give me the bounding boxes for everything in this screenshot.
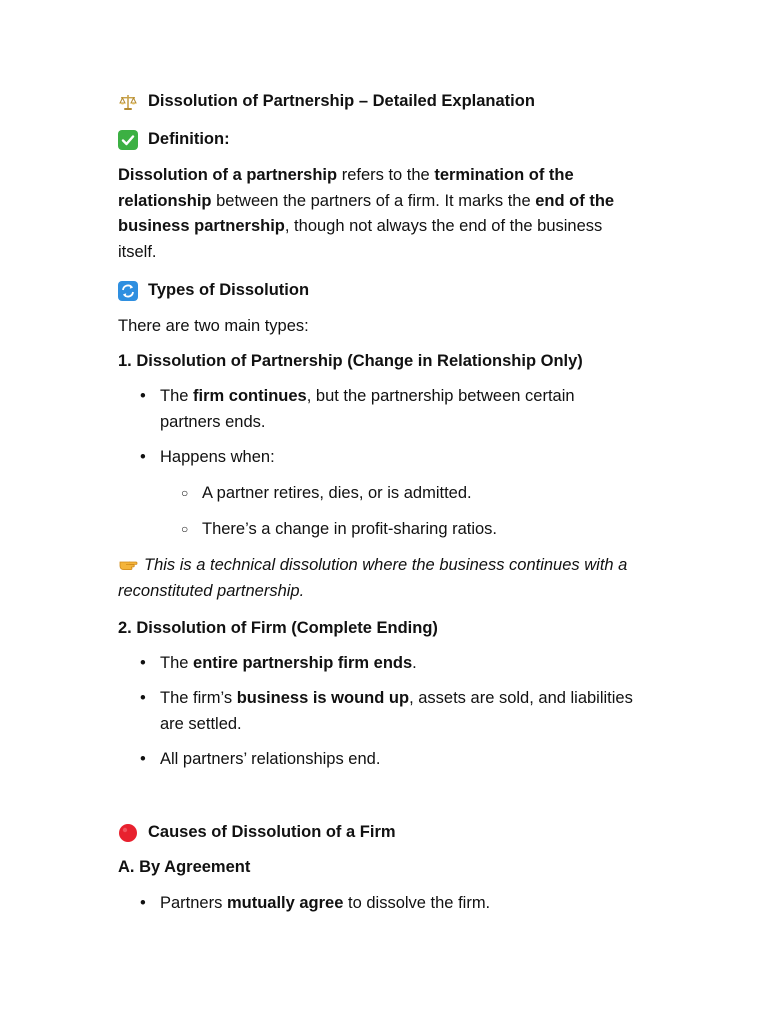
sub-bullet-text: A partner retires, dies, or is admitted. bbox=[202, 484, 472, 502]
types-intro: There are two main types: bbox=[118, 317, 309, 335]
types-heading bbox=[118, 278, 638, 304]
causes-heading-text: Causes of Dissolution of a Firm bbox=[148, 823, 396, 841]
red-circle-icon bbox=[118, 823, 138, 843]
definition-heading-text: Definition: bbox=[148, 130, 230, 148]
type1-heading: 1. Dissolution of Partnership (Change in Relationship Only) bbox=[118, 352, 583, 370]
pointing-hand-icon bbox=[118, 554, 138, 574]
bullet-icon: • bbox=[140, 448, 146, 466]
definition-text-3: , though not always the end of the business itself. bbox=[118, 217, 603, 261]
definition-text-1: refers to the bbox=[337, 166, 435, 184]
bullet-text-bold: firm continues bbox=[193, 387, 307, 405]
bullet-text-pre: The bbox=[160, 654, 194, 672]
bullet-text bbox=[160, 651, 638, 677]
bullet-text-pre: The firm’s bbox=[160, 689, 237, 707]
bullet-text-post: to dissolve the firm. bbox=[343, 894, 491, 912]
bullet-text-pre: The bbox=[160, 387, 194, 405]
bullet-text-bold: business is wound up bbox=[236, 689, 410, 707]
types-heading-text: Types of Dissolution bbox=[148, 281, 310, 299]
repeat-arrows-icon bbox=[118, 281, 138, 301]
type2-heading: 2. Dissolution of Firm (Complete Ending) bbox=[118, 619, 438, 637]
definition-term: Dissolution of a partnership bbox=[118, 166, 338, 184]
definition-heading bbox=[118, 127, 638, 153]
bullet-text bbox=[160, 384, 638, 435]
bullet-text-bold: entire partnership firm ends bbox=[193, 654, 413, 672]
bullet-icon: • bbox=[140, 654, 146, 672]
balance-scale-icon bbox=[118, 92, 138, 112]
document-title bbox=[118, 89, 638, 115]
definition-bold-1: termination of the relationship bbox=[118, 166, 574, 210]
sub-bullet-text: There’s a change in profit-sharing ratios. bbox=[202, 520, 498, 538]
bullet-text-post: , but the partnership between certain partners ends. bbox=[160, 387, 575, 431]
bullet-icon: • bbox=[140, 689, 146, 707]
bullet-icon: • bbox=[140, 750, 146, 768]
bullet-text bbox=[160, 686, 638, 737]
causes-heading bbox=[118, 820, 638, 846]
note-text: This is a technical dissolution where the business continues with a reconstituted partnership. bbox=[118, 556, 628, 600]
definition-paragraph bbox=[118, 163, 638, 265]
bullet-text-bold: mutually agree bbox=[226, 894, 344, 912]
bullet-text-pre: Partners bbox=[160, 894, 227, 912]
by-agreement-heading: A. By Agreement bbox=[118, 858, 251, 876]
definition-bold-2: end of the business partnership bbox=[118, 191, 615, 235]
title-text: Dissolution of Partnership – Detailed Explanation bbox=[148, 92, 535, 110]
sub-bullet-icon: ○ bbox=[181, 486, 189, 500]
bullet-icon: • bbox=[140, 894, 146, 912]
bullet-text-post: , assets are sold, and liabilities are settled. bbox=[160, 689, 633, 733]
definition-text-2: between the partners of a firm. It marks the bbox=[211, 191, 536, 210]
bullet-icon: • bbox=[140, 387, 146, 405]
technical-note bbox=[118, 553, 638, 604]
bullet-text: All partners’ relationships end. bbox=[160, 750, 381, 768]
check-mark-icon bbox=[118, 130, 138, 150]
sub-bullet-icon: ○ bbox=[181, 522, 189, 536]
bullet-text bbox=[160, 891, 638, 917]
bullet-text-post: . bbox=[412, 654, 417, 672]
bullet-text: Happens when: bbox=[160, 448, 275, 466]
